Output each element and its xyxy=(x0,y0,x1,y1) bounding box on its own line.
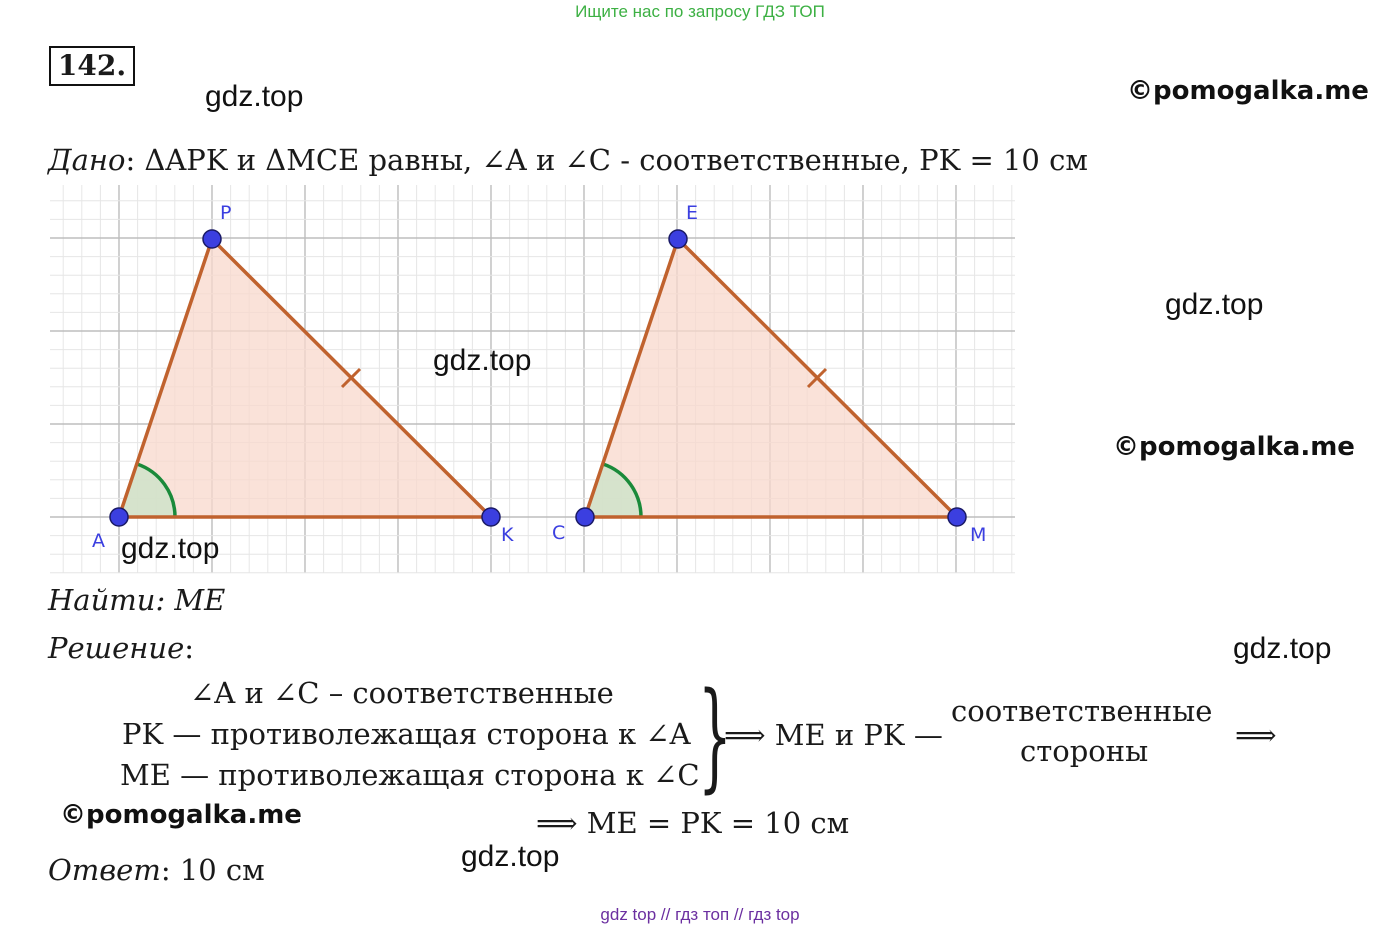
point-k xyxy=(482,508,500,526)
solution-label: Решение xyxy=(48,631,185,665)
watermark-gdz-solution: gdz.top xyxy=(1233,632,1332,665)
given-text: : ΔAPK и ΔMCE равны, ∠A и ∠C - соответственные, PK = 10 см xyxy=(125,143,1088,177)
implies-word-sides: стороны xyxy=(1020,734,1149,768)
watermark-gdz-bottom: gdz.top xyxy=(461,840,560,873)
label-e: E xyxy=(686,202,699,224)
solution-line-3: ME — противолежащая сторона к ∠C xyxy=(120,758,700,792)
point-m xyxy=(948,508,966,526)
implies-word-corresponding: соответственные xyxy=(951,694,1213,728)
watermark-gdz: gdz.top xyxy=(205,80,304,113)
solution-heading xyxy=(48,631,194,665)
given-line xyxy=(48,143,1088,177)
label-c: C xyxy=(552,522,566,544)
solution-colon: : xyxy=(184,631,195,665)
point-c xyxy=(576,508,594,526)
find-line xyxy=(48,583,225,617)
watermark-pomogalka-bottom: ©pomogalka.me xyxy=(60,800,302,830)
find-label: Найти xyxy=(48,583,156,617)
label-m: M xyxy=(970,524,987,546)
top-banner: Ищите нас по запросу ГДЗ ТОП xyxy=(575,2,825,21)
implies-me-pk: ⟹ ME и PK — xyxy=(724,718,943,752)
given-label: Дано xyxy=(48,143,126,177)
conclusion-line: ⟹ ME = PK = 10 см xyxy=(536,806,850,840)
problem-number: 142. xyxy=(49,46,135,86)
find-text: : ME xyxy=(155,583,226,617)
label-p: P xyxy=(220,202,232,224)
system-brace: } xyxy=(698,666,732,804)
point-p xyxy=(203,230,221,248)
point-e xyxy=(669,230,687,248)
answer-text: : 10 см xyxy=(160,853,265,887)
footer-links: gdz top // гдз топ // гдз top xyxy=(600,905,800,924)
watermark-pomogalka: ©pomogalka.me xyxy=(1127,76,1369,106)
watermark-pomogalka-right: ©pomogalka.me xyxy=(1113,432,1355,462)
point-a xyxy=(110,508,128,526)
watermark-gdz-right: gdz.top xyxy=(1165,288,1264,321)
solution-line-1: ∠A и ∠C – соответственные xyxy=(190,676,614,710)
answer-label: Ответ xyxy=(48,853,161,887)
label-a: A xyxy=(92,530,105,552)
solution-line-2: PK — противолежащая сторона к ∠A xyxy=(122,717,691,751)
watermark-gdz-figure: gdz.top xyxy=(433,344,532,377)
watermark-gdz-figure-bottom: gdz.top xyxy=(121,532,220,565)
implies-arrow-end: ⟹ xyxy=(1235,718,1277,752)
triangle-cem xyxy=(585,239,957,517)
label-k: K xyxy=(501,524,514,546)
answer-line xyxy=(48,853,265,887)
triangles-figure xyxy=(50,185,1020,575)
